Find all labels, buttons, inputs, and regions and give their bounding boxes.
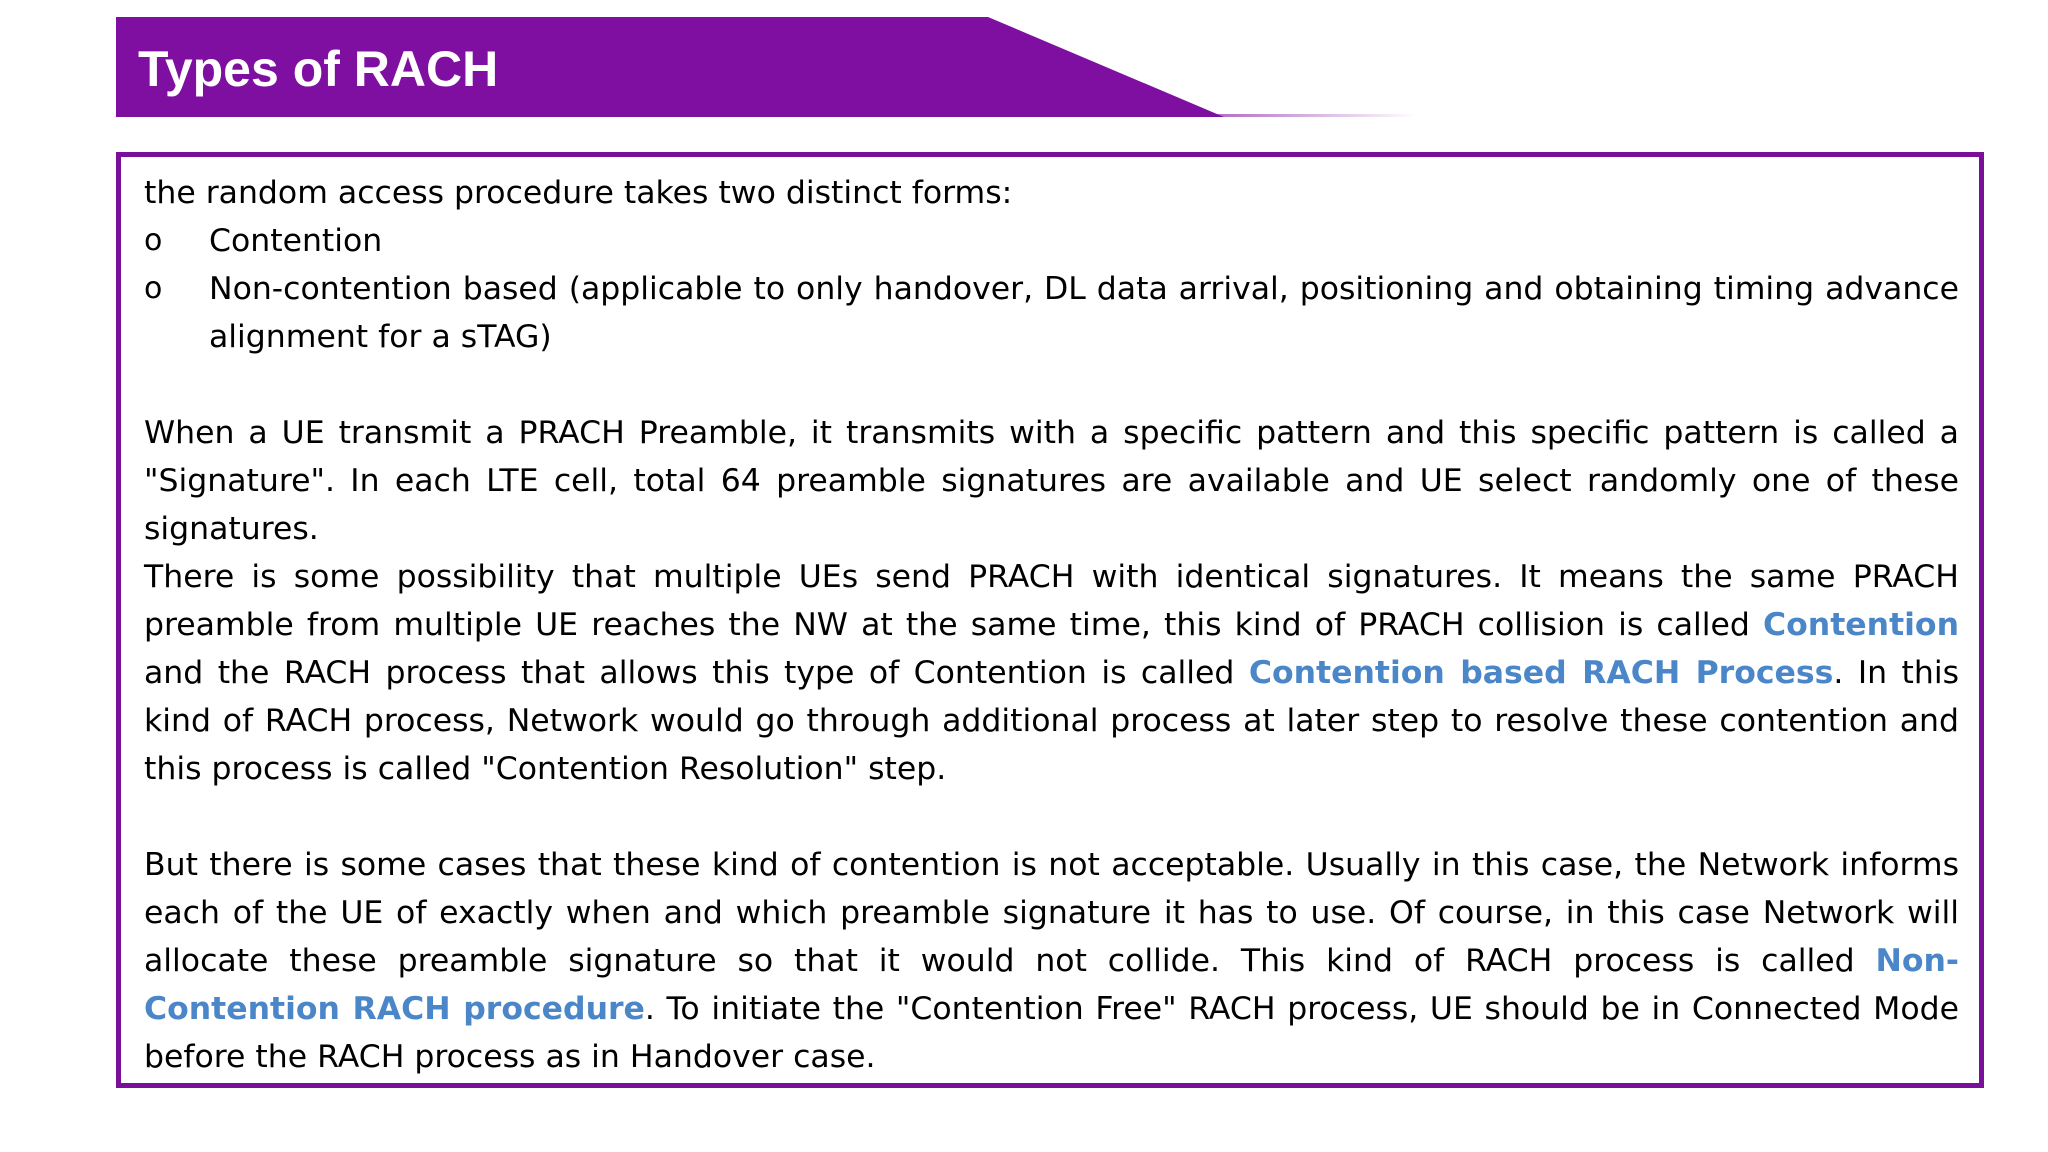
contention-based-rach-highlight: Contention based RACH Process [1248,655,1834,691]
slide-title: Types of RACH [138,41,499,97]
non-contention-text-2: . To initiate the "Contention Free" RACH process, UE should be in Connected Mode before the RACH process as in Handover case. [144,991,1959,1075]
bullet-text: Contention [209,223,383,259]
signature-paragraph: When a UE transmit a PRACH Preamble, it transmits with a specific pattern and this specific pattern is called a "Signature". In each LTE cell, total 64 preamble signatures are available and UE select randomly one of these signatures. [144,415,1959,547]
title-banner [116,17,1416,117]
paragraph-spacer [144,361,1959,409]
non-contention-paragraph [144,841,1959,1081]
non-contention-rach-highlight: Non-Contention RACH procedure [144,943,1959,1027]
rach-forms-list [144,217,1959,361]
bullet-text: Non-contention based (applicable to only handover, DL data arrival, positioning and obtaining timing advance alignment for a sTAG) [209,271,1959,355]
bullet-circle-icon: o [144,223,163,258]
list-item [144,217,1959,265]
non-contention-text-1: But there is some cases that these kind of contention is not acceptable. Usually in this case, the Network informs each of the UE of exactly when and which preamble signature it has to use. Of course, in this case Network will allocate these preamble signature so that it would not collide. This kind of RACH process is called [144,847,1959,979]
content-box [116,152,1984,1088]
contention-highlight: Contention [1763,607,1959,643]
list-item [144,265,1959,361]
contention-paragraph [144,553,1959,793]
contention-text-3: . In this kind of RACH process, Network would go through additional process at later step to resolve these contention and this process is called "Contention Resolution" step. [144,655,1959,787]
intro-text: the random access procedure takes two distinct forms: [144,175,1013,211]
paragraph-spacer [144,793,1959,841]
contention-text-2: and the RACH process that allows this type of Contention is called [144,655,1249,691]
bullet-circle-icon: o [144,271,163,306]
contention-text-1: There is some possibility that multiple UEs send PRACH with identical signatures. It means the same PRACH preamble from multiple UE reaches the NW at the same time, this kind of PRACH collision is called [144,559,1959,643]
